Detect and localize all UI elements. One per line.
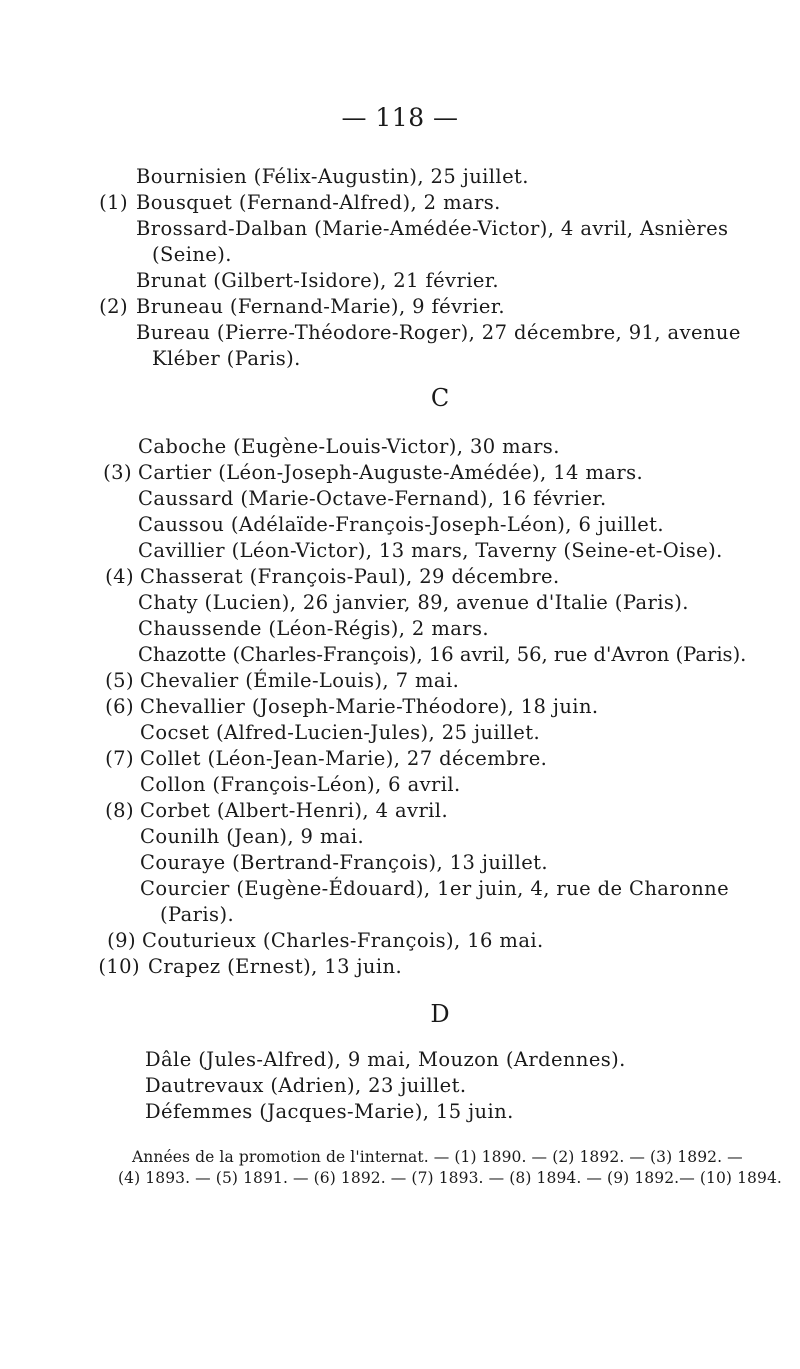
list-item bbox=[0, 512, 800, 538]
entry-text: Cartier (Léon-Joseph-Auguste-Amédée), 14 mars. bbox=[138, 461, 644, 484]
list-item bbox=[0, 564, 800, 590]
entry-text: Dâle (Jules-Alfred), 9 mai, Mouzon (Ardennes). bbox=[145, 1048, 626, 1071]
entry-text: Caussou (Adélaïde-François-Joseph-Léon), 6 juillet. bbox=[138, 513, 664, 536]
list-item bbox=[0, 346, 800, 372]
list-item bbox=[0, 902, 800, 928]
section-d bbox=[0, 1047, 800, 1125]
entry-text: Cavillier (Léon-Victor), 13 mars, Taverny (Seine-et-Oise). bbox=[138, 539, 723, 562]
promotion-marker: (4) bbox=[105, 565, 134, 588]
promotion-marker: (6) bbox=[105, 695, 134, 718]
entry-text: Collet (Léon-Jean-Marie), 27 décembre. bbox=[140, 747, 548, 770]
list-item bbox=[0, 850, 800, 876]
entry-text: Collon (François-Léon), 6 avril. bbox=[140, 773, 461, 796]
promotion-marker: (2) bbox=[99, 295, 128, 318]
promotion-marker: (10) bbox=[98, 955, 140, 978]
promotion-marker: (5) bbox=[105, 669, 134, 692]
entry-text: Caboche (Eugène-Louis-Victor), 30 mars. bbox=[138, 435, 560, 458]
list-item bbox=[0, 928, 800, 954]
list-item bbox=[0, 294, 800, 320]
section-c bbox=[0, 434, 800, 980]
footnote-line: Années de la promotion de l'internat. — (1) 1890. — (2) 1892. — (3) 1892. — bbox=[132, 1148, 743, 1166]
section-letter-c: C bbox=[430, 384, 450, 412]
list-item bbox=[0, 1099, 800, 1125]
entry-text: Chazotte (Charles-François), 16 avril, 56, rue d'Avron (Paris). bbox=[138, 643, 747, 666]
list-item bbox=[0, 486, 800, 512]
list-item bbox=[0, 242, 800, 268]
section-letter-d: D bbox=[430, 1000, 450, 1028]
promotion-marker: (3) bbox=[103, 461, 132, 484]
entry-text: Caussard (Marie-Octave-Fernand), 16 février. bbox=[138, 487, 607, 510]
list-item bbox=[0, 590, 800, 616]
promotion-marker: (8) bbox=[105, 799, 134, 822]
entry-text: Chaussende (Léon-Régis), 2 mars. bbox=[138, 617, 489, 640]
list-item bbox=[0, 746, 800, 772]
list-item bbox=[0, 1047, 800, 1073]
promotion-marker: (7) bbox=[105, 747, 134, 770]
list-item bbox=[0, 460, 800, 486]
list-item bbox=[0, 616, 800, 642]
list-item bbox=[0, 320, 800, 346]
entry-text: Brossard-Dalban (Marie-Amédée-Victor), 4 avril, Asnières bbox=[136, 217, 729, 240]
entry-text: Couturieux (Charles-François), 16 mai. bbox=[142, 929, 544, 952]
promotion-marker: (9) bbox=[107, 929, 136, 952]
list-item bbox=[0, 164, 800, 190]
entry-text: Crapez (Ernest), 13 juin. bbox=[148, 955, 403, 978]
entry-text: Chaty (Lucien), 26 janvier, 89, avenue d'Italie (Paris). bbox=[138, 591, 689, 614]
list-item bbox=[0, 434, 800, 460]
entry-text: Courcier (Eugène-Édouard), 1er juin, 4, rue de Charonne bbox=[140, 877, 730, 900]
list-item bbox=[0, 954, 800, 980]
list-item bbox=[0, 1073, 800, 1099]
entry-text: Bureau (Pierre-Théodore-Roger), 27 décembre, 91, avenue bbox=[136, 321, 741, 344]
entry-text: Corbet (Albert-Henri), 4 avril. bbox=[140, 799, 449, 822]
entry-text: (Paris). bbox=[160, 903, 235, 926]
list-item bbox=[0, 668, 800, 694]
list-item bbox=[0, 268, 800, 294]
entry-text: Bournisien (Félix-Augustin), 25 juillet. bbox=[136, 165, 529, 188]
entry-text: Chevallier (Joseph-Marie-Théodore), 18 juin. bbox=[140, 695, 599, 718]
page-number: — 118 — bbox=[341, 103, 459, 132]
footnote-line: (4) 1893. — (5) 1891. — (6) 1892. — (7) 1893. — (8) 1894. — (9) 1892.— (10) 1894. bbox=[118, 1169, 782, 1187]
entry-text: Counilh (Jean), 9 mai. bbox=[140, 825, 365, 848]
entry-text: Kléber (Paris). bbox=[152, 347, 301, 370]
list-item bbox=[0, 642, 800, 668]
footnote bbox=[118, 1147, 788, 1189]
list-item bbox=[0, 876, 800, 902]
list-item bbox=[0, 798, 800, 824]
list-item bbox=[0, 720, 800, 746]
entry-text: Chasserat (François-Paul), 29 décembre. bbox=[140, 565, 560, 588]
list-item bbox=[0, 190, 800, 216]
promotion-marker: (1) bbox=[99, 191, 128, 214]
list-item bbox=[0, 216, 800, 242]
entry-text: Brunat (Gilbert-Isidore), 21 février. bbox=[136, 269, 499, 292]
entry-text: Cocset (Alfred-Lucien-Jules), 25 juillet. bbox=[140, 721, 541, 744]
section-b bbox=[0, 164, 800, 372]
entry-text: Chevalier (Émile-Louis), 7 mai. bbox=[140, 669, 460, 692]
list-item bbox=[0, 824, 800, 850]
entry-text: (Seine). bbox=[152, 243, 232, 266]
list-item bbox=[0, 772, 800, 798]
entry-text: Bruneau (Fernand-Marie), 9 février. bbox=[136, 295, 505, 318]
list-item bbox=[0, 538, 800, 564]
entry-text: Défemmes (Jacques-Marie), 15 juin. bbox=[145, 1100, 514, 1123]
entry-text: Bousquet (Fernand-Alfred), 2 mars. bbox=[136, 191, 501, 214]
entry-text: Dautrevaux (Adrien), 23 juillet. bbox=[145, 1074, 467, 1097]
list-item bbox=[0, 694, 800, 720]
entry-text: Couraye (Bertrand-François), 13 juillet. bbox=[140, 851, 548, 874]
